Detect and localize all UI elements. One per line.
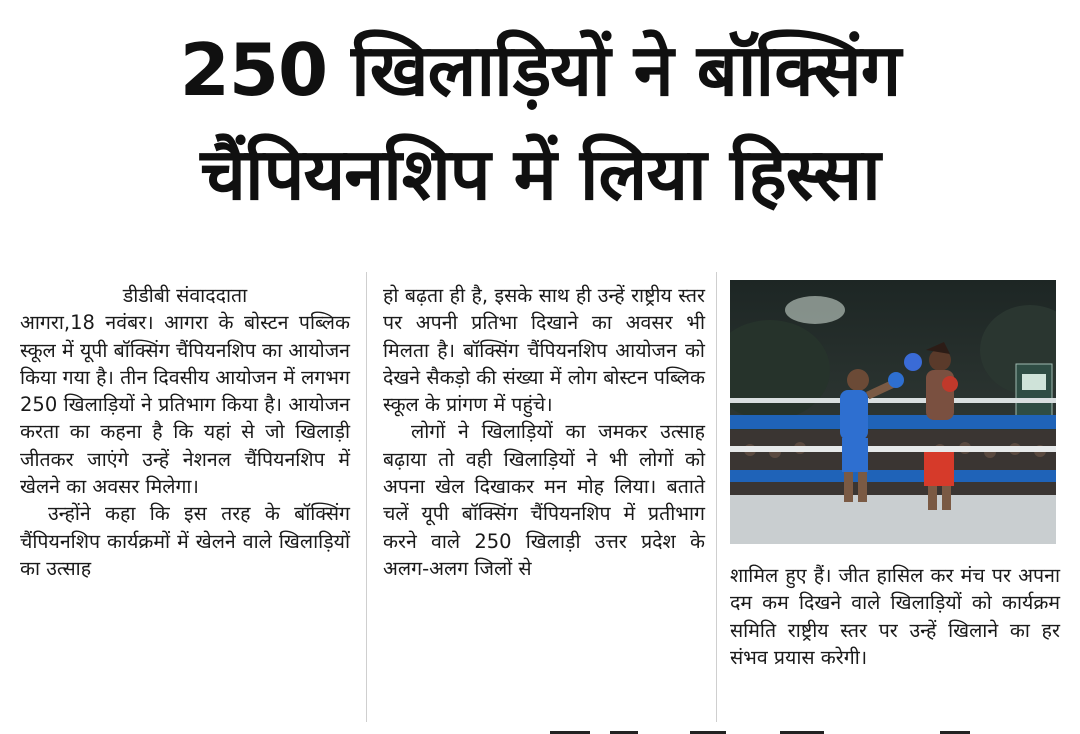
boxing-match-photo xyxy=(730,280,1056,544)
headline-line-1: 250 खिलाड़ियों ने बॉक्सिंग xyxy=(179,28,901,112)
paragraph: हो बढ़ता ही है, इसके साथ ही उन्हें राष्ट्रीय स्तर पर अपनी प्रतिभा दिखाने का अवसर भी मिलता है। बॉक्सिंग चैंपियनशिप आयोजन को देखने सैकड़ो की संख्या में लोग बोस्टन पब्लिक स्कूल के प्रांगण में पहुंचे। xyxy=(383,284,705,417)
paragraph: उन्होंने कहा कि इस तरह के बॉक्सिंग चैंपियनशिप कार्यक्रमों में खेलने वाले खिलाड़ियों का उत्साह xyxy=(20,502,350,580)
paragraph: शामिल हुए हैं। जीत हासिल कर मंच पर अपना दम कम दिखने वाले खिलाड़ियों को कार्यक्रम समिति राष्ट्रीय स्तर पर उन्हें खिलाने का हर संभव प्रयास करेगी। xyxy=(730,564,1060,669)
article-column-2 xyxy=(383,282,705,582)
paragraph: लोगों ने खिलाड़ियों का जमकर उत्साह बढ़ाया तो वही खिलाड़ियों ने भी लोगों को अपना खेल दिखाकर मन मोह लिया। बताते चलें यूपी बॉक्सिंग चैंपियनशिप में प्रतीभाग करने वाले 250 खिलाड़ी उत्तर प्रदेश के अलग-अलग जिलों से xyxy=(383,420,705,580)
article-column-1 xyxy=(20,282,350,582)
article-column-3 xyxy=(730,562,1060,671)
boxing-ring-illustration xyxy=(730,280,1056,544)
headline xyxy=(0,18,1080,226)
byline: डीडीबी संवाददाता xyxy=(122,284,248,307)
column-divider xyxy=(366,272,367,722)
headline-line-2: चैंपियनशिप में लिया हिस्सा xyxy=(200,132,880,216)
paragraph: आगरा,18 नवंबर। आगरा के बोस्टन पब्लिक स्कूल में यूपी बॉक्सिंग चैंपियनशिप का आयोजन किया गया है। तीन दिवसीय आयोजन में लगभग 250 खिलाड़ियों ने प्रतिभाग किया है। आयोजन करता का कहना है कि यहां से जो खिलाड़ी जीतकर जाएंगे उन्हें नेशनल चैंपियनशिप में खेलने का अवसर मिलेगा। xyxy=(20,311,350,499)
next-headline-fragment xyxy=(520,724,1080,734)
column-divider xyxy=(716,272,717,722)
